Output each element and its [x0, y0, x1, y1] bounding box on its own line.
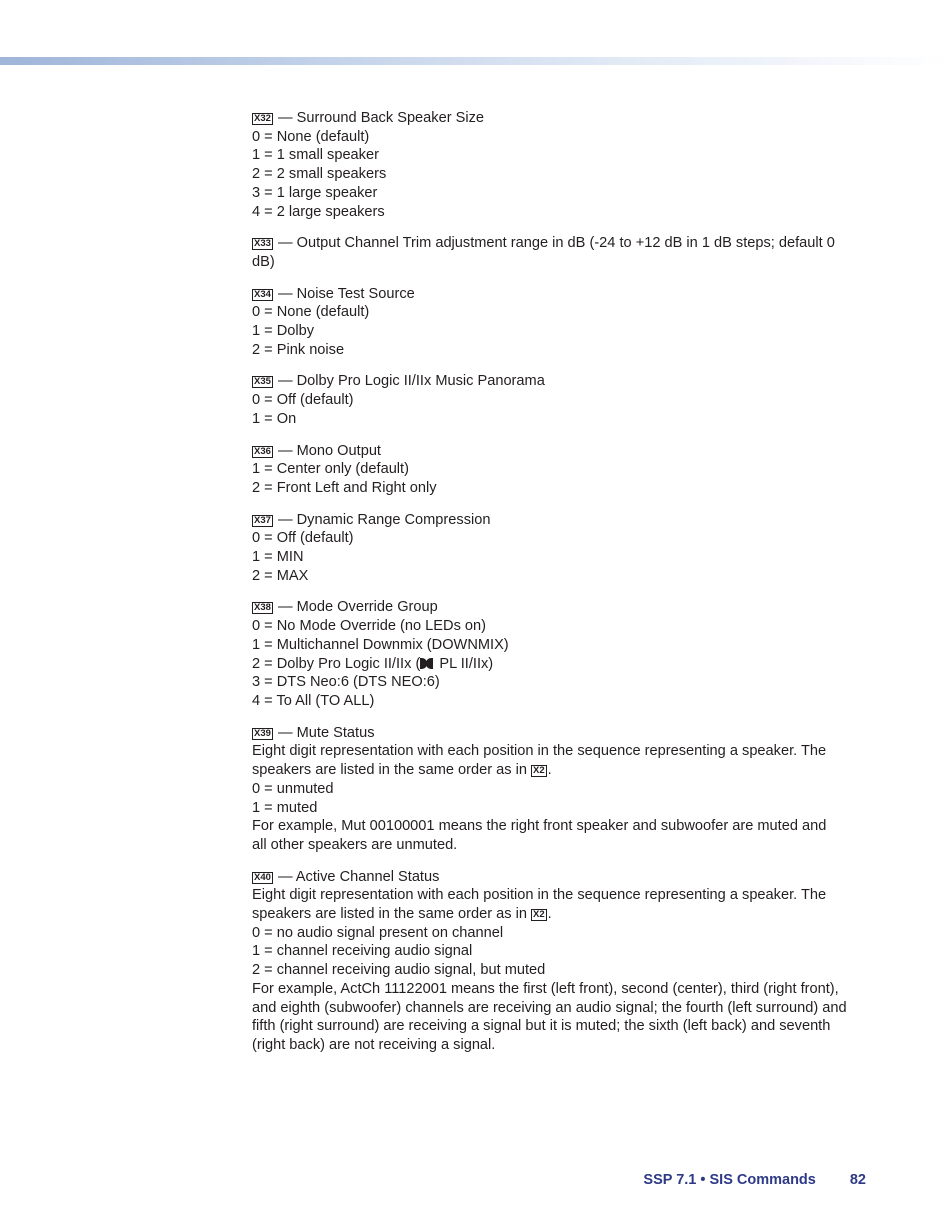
- section-heading: [252, 598, 868, 617]
- option-line: 0 = None (default): [252, 304, 370, 321]
- option-line: 0 = None (default): [252, 128, 370, 145]
- section-x33: [252, 234, 868, 271]
- variable-code-box: X36: [254, 445, 271, 457]
- section-x40: [252, 868, 868, 1055]
- option-line: 3 = 1 large speaker: [252, 184, 378, 201]
- section-title: — Mute Status: [277, 724, 375, 741]
- variable-code-box: X35: [254, 376, 271, 388]
- example-line: For example, ActCh 11122001 means the first (left front), second (center), third (right front),: [252, 980, 839, 997]
- option-line: 1 = muted: [252, 799, 318, 816]
- option-line: 1 = Dolby: [252, 323, 315, 340]
- section-heading: [252, 372, 868, 391]
- option-line: 3 = DTS Neo:6 (DTS NEO:6): [252, 674, 440, 691]
- section-heading: [252, 109, 868, 128]
- section-x32: [252, 109, 868, 221]
- description-line: [252, 761, 868, 780]
- option-line: 1 = channel receiving audio signal: [252, 943, 473, 960]
- section-heading: [252, 442, 868, 461]
- description-text: speakers are listed in the same order as in: [252, 762, 532, 779]
- section-x36: [252, 442, 868, 498]
- example-line: (right back) are not receiving a signal.: [252, 1036, 496, 1053]
- option-text: PL II/IIx): [435, 655, 494, 672]
- variable-code-box: X34: [254, 288, 271, 300]
- dolby-double-d-icon: [420, 658, 433, 669]
- option-line: 1 = On: [252, 410, 297, 427]
- option-line: 0 = Off (default): [252, 530, 354, 547]
- description-line: Eight digit representation with each position in the sequence representing a speaker. The: [252, 887, 827, 904]
- option-line: 2 = 2 small speakers: [252, 166, 387, 183]
- page-footer: [643, 1172, 866, 1188]
- option-line: 4 = 2 large speakers: [252, 203, 385, 220]
- description-text: speakers are listed in the same order as in: [252, 906, 532, 923]
- variable-reference-box: X2: [533, 909, 545, 921]
- example-line: For example, Mut 00100001 means the right front speaker and subwoofer are muted and: [252, 818, 827, 835]
- section-title: — Output Channel Trim adjustment range in dB (-24 to +12 dB in 1 dB steps; default 0: [277, 235, 835, 252]
- option-line: 0 = No Mode Override (no LEDs on): [252, 618, 487, 635]
- example-line: and eighth (subwoofer) channels are receiving an audio signal; the fourth (left surround) and: [252, 999, 847, 1016]
- section-heading: [252, 234, 868, 253]
- section-title: — Mode Override Group: [277, 599, 438, 616]
- option-line: 2 = Pink noise: [252, 341, 345, 358]
- option-line: 0 = unmuted: [252, 780, 334, 797]
- description-line: [252, 905, 868, 924]
- option-line: 2 = channel receiving audio signal, but muted: [252, 962, 546, 979]
- example-line: all other speakers are unmuted.: [252, 836, 458, 853]
- document-body: [252, 109, 868, 1068]
- section-heading: [252, 868, 868, 887]
- section-title: — Surround Back Speaker Size: [277, 110, 485, 126]
- section-x37: [252, 511, 868, 586]
- option-line: 0 = Off (default): [252, 392, 354, 409]
- variable-code-box: X37: [254, 514, 271, 526]
- header-band: [0, 57, 950, 65]
- section-x38: [252, 598, 868, 710]
- section-heading: [252, 511, 868, 530]
- option-line: 4 = To All (TO ALL): [252, 692, 375, 709]
- variable-code-box: X39: [254, 727, 271, 739]
- option-line: 2 = MAX: [252, 567, 309, 584]
- section-x34: [252, 285, 868, 360]
- description-text: .: [547, 906, 552, 923]
- option-line: 1 = Multichannel Downmix (DOWNMIX): [252, 636, 509, 653]
- variable-code-box: X40: [254, 871, 271, 883]
- variable-code-box: X33: [254, 238, 271, 250]
- section-title: — Noise Test Source: [277, 285, 415, 302]
- footer-title: SSP 7.1 • SIS Commands: [643, 1172, 816, 1188]
- option-text: 2 = Dolby Pro Logic II/IIx (: [252, 655, 421, 672]
- option-line: 0 = no audio signal present on channel: [252, 924, 504, 941]
- variable-reference-box: X2: [533, 765, 545, 777]
- section-x35: [252, 372, 868, 428]
- section-x39: [252, 724, 868, 855]
- option-line: 1 = 1 small speaker: [252, 147, 379, 164]
- page-number: 82: [849, 1172, 866, 1188]
- variable-code-box: X32: [254, 113, 271, 124]
- section-title: — Active Channel Status: [277, 868, 440, 885]
- option-line: 2 = Front Left and Right only: [252, 479, 437, 496]
- section-title: — Mono Output: [277, 442, 381, 459]
- description-text: .: [547, 762, 552, 779]
- description-line: Eight digit representation with each position in the sequence representing a speaker. The: [252, 743, 827, 760]
- section-title: — Dolby Pro Logic II/IIx Music Panorama: [277, 373, 545, 390]
- option-line: 1 = MIN: [252, 549, 304, 566]
- section-heading: [252, 285, 868, 304]
- variable-code-box: X38: [254, 602, 271, 614]
- example-line: fifth (right surround) are receiving a signal but it is muted; the sixth (left back) and seventh: [252, 1018, 831, 1035]
- section-title-continued: dB): [252, 253, 275, 270]
- option-line: 1 = Center only (default): [252, 461, 409, 478]
- option-line: [252, 655, 868, 674]
- section-title: — Dynamic Range Compression: [277, 511, 491, 528]
- section-heading: [252, 724, 868, 743]
